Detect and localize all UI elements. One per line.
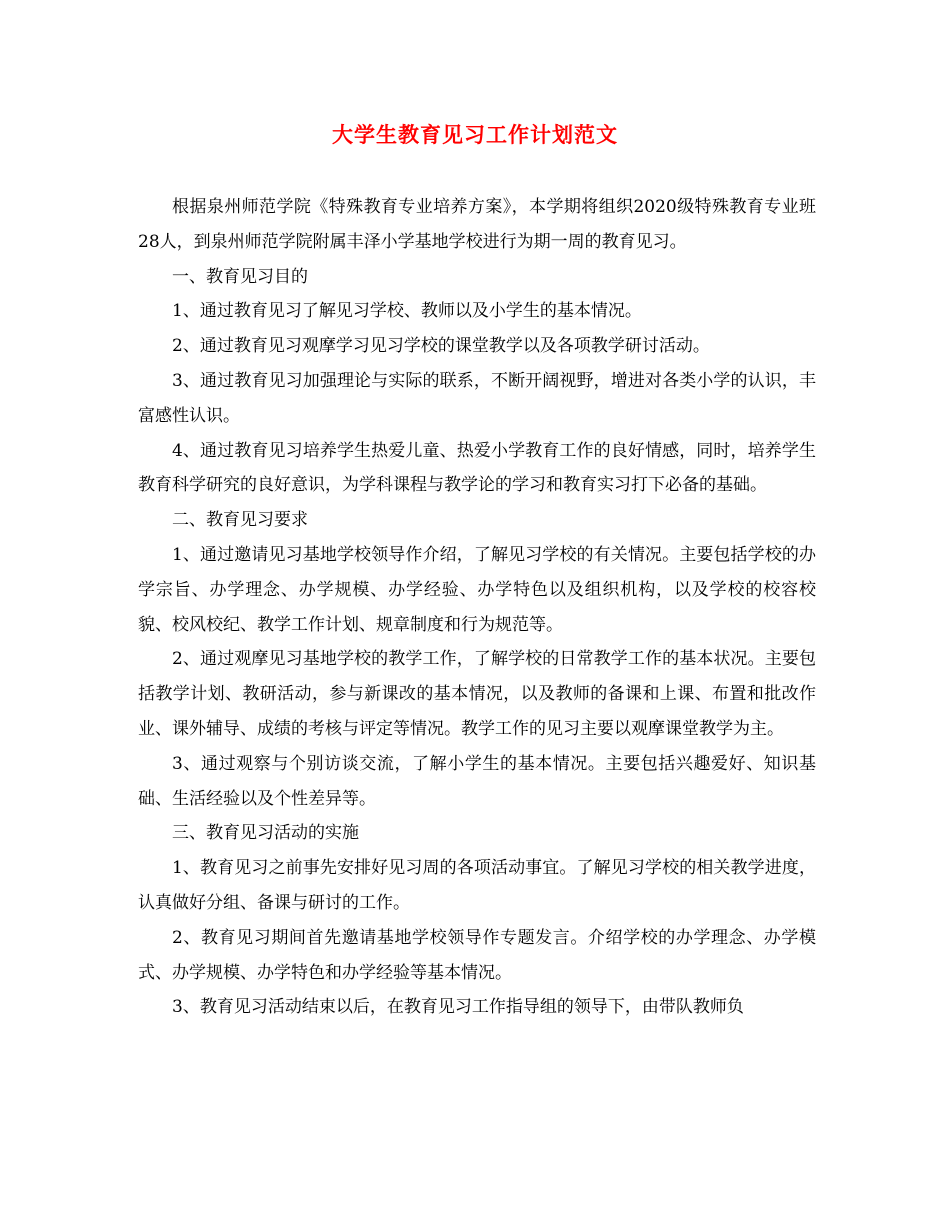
paragraph-purpose-4: 4、通过教育见习培养学生热爱儿童、热爱小学教育工作的良好情感，同时，培养学生教育科学研究的良好意识，为学科课程与教学论的学习和教育实习打下必备的基础。 (138, 440, 816, 496)
paragraph-purpose-1: 1、通过教育见习了解见习学校、教师以及小学生的基本情况。 (172, 301, 642, 322)
document-body (138, 190, 816, 1025)
section-heading-purpose: 一、教育见习目的 (172, 266, 308, 287)
paragraph-implementation-2: 2、教育见习期间首先邀请基地学校领导作专题发言。介绍学校的办学理念、办学模式、办学规模、办学特色和办学经验等基本情况。 (138, 927, 816, 983)
paragraph-requirement-3: 3、通过观察与个别访谈交流，了解小学生的基本情况。主要包括兴趣爱好、知识基础、生活经验以及个性差异等。 (138, 753, 816, 809)
paragraph-purpose-3: 3、通过教育见习加强理论与实际的联系，不断开阔视野，增进对各类小学的认识，丰富感性认识。 (138, 370, 816, 426)
section-heading-requirements: 二、教育见习要求 (172, 510, 308, 531)
document-title: 大学生教育见习工作计划范文 (332, 122, 618, 147)
paragraph-requirement-2: 2、通过观摩见习基地学校的教学工作，了解学校的日常教学工作的基本状况。主要包括教学计划、教研活动，参与新课改的基本情况，以及教师的备课和上课、布置和批改作业、课外辅导、成绩的考核与评定等情况。教学工作的见习主要以观摩课堂教学为主。 (138, 649, 816, 739)
paragraph-implementation-3: 3、教育见习活动结束以后，在教育见习工作指导组的领导下，由带队教师负 (172, 997, 744, 1018)
paragraph-purpose-2: 2、通过教育见习观摩学习见习学校的课堂教学以及各项教学研讨活动。 (172, 336, 710, 357)
paragraph-intro: 根据泉州师范学院《特殊教育专业培养方案》，本学期将组织2020级特殊教育专业班28人，到泉州师范学院附属丰泽小学基地学校进行为期一周的教育见习。 (138, 197, 816, 252)
section-heading-implementation: 三、教育见习活动的实施 (172, 823, 359, 844)
paragraph-implementation-1: 1、教育见习之前事先安排好见习周的各项活动事宜。了解见习学校的相关教学进度，认真做好分组、备课与研讨的工作。 (138, 858, 816, 913)
paragraph-requirement-1: 1、通过邀请见习基地学校领导作介绍，了解见习学校的有关情况。主要包括学校的办学宗旨、办学理念、办学规模、办学经验、办学特色以及组织机构，以及学校的校容校貌、校风校纪、教学工作计划、规章制度和行为规范等。 (138, 544, 816, 635)
